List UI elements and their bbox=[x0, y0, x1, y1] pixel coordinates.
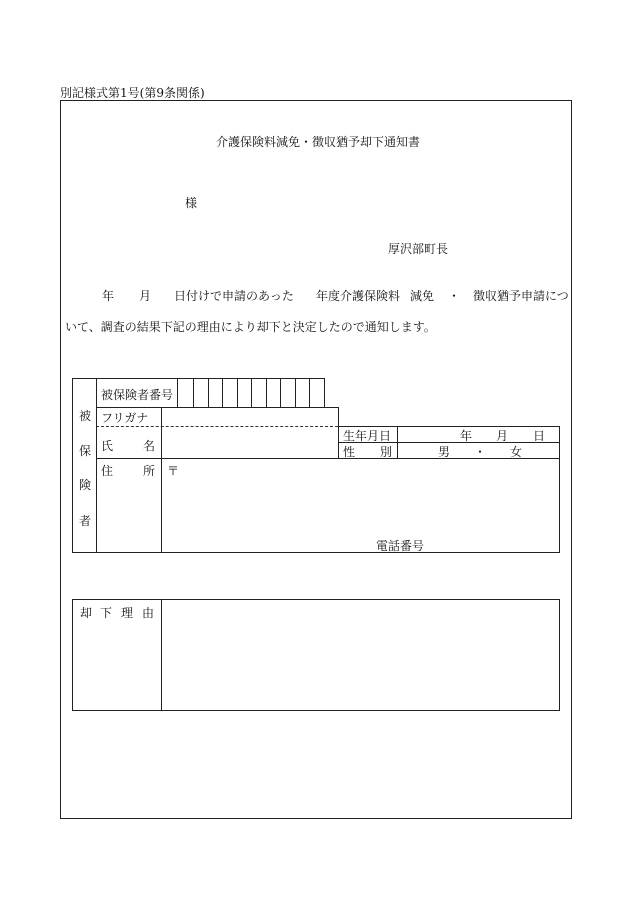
sex-dot: ・ bbox=[474, 445, 487, 459]
option-reduction: 減免 bbox=[410, 289, 435, 303]
sex-label-1: 性 bbox=[343, 445, 356, 459]
reason-label-3: 理 bbox=[121, 606, 134, 620]
option-separator: ・ bbox=[448, 289, 461, 303]
sex-label-2: 別 bbox=[380, 445, 393, 459]
body-fiscal-year: 年度介護保険料 bbox=[316, 289, 401, 303]
insured-number-label: 被保険者番号 bbox=[101, 388, 174, 402]
reason-label-2: 下 bbox=[100, 606, 113, 620]
issuer-name: 厚沢部町長 bbox=[388, 242, 449, 256]
birth-label: 生年月日 bbox=[343, 429, 392, 443]
reason-label-4: 由 bbox=[142, 606, 155, 620]
name-label-2: 名 bbox=[143, 439, 156, 453]
body-month: 月 bbox=[139, 289, 152, 303]
insured-side-label-2: 保 bbox=[79, 444, 92, 458]
name-label-1: 氏 bbox=[101, 439, 114, 453]
insured-side-label-1: 被 bbox=[79, 409, 92, 423]
sex-female: 女 bbox=[510, 445, 523, 459]
reason-label-1: 却 bbox=[80, 606, 93, 620]
insured-side-label-3: 険 bbox=[79, 478, 92, 492]
option-deferral: 徴収猶予申請につ bbox=[473, 289, 569, 303]
furigana-label: フリガナ bbox=[101, 411, 149, 425]
addressee-suffix: 様 bbox=[185, 196, 198, 210]
body-line-2: いて、調査の結果下記の理由により却下と決定したので通知します。 bbox=[65, 320, 436, 334]
document-title: 介護保険料減免・徴収猶予却下通知書 bbox=[216, 135, 421, 149]
postal-mark: 〒 bbox=[167, 464, 180, 478]
body-year: 年 bbox=[102, 289, 115, 303]
form-number: 別記様式第1号(第9条関係) bbox=[60, 86, 205, 100]
phone-label: 電話番号 bbox=[376, 539, 425, 553]
birth-year: 年 bbox=[460, 429, 473, 443]
sex-male: 男 bbox=[438, 445, 451, 459]
birth-month: 月 bbox=[496, 429, 509, 443]
address-label-1: 住 bbox=[101, 464, 114, 478]
body-date-text: 日付けで申請のあった bbox=[174, 289, 294, 303]
birth-day: 日 bbox=[533, 429, 546, 443]
address-label-2: 所 bbox=[143, 464, 156, 478]
document-frame bbox=[60, 100, 572, 819]
insured-side-label-4: 者 bbox=[79, 514, 92, 528]
